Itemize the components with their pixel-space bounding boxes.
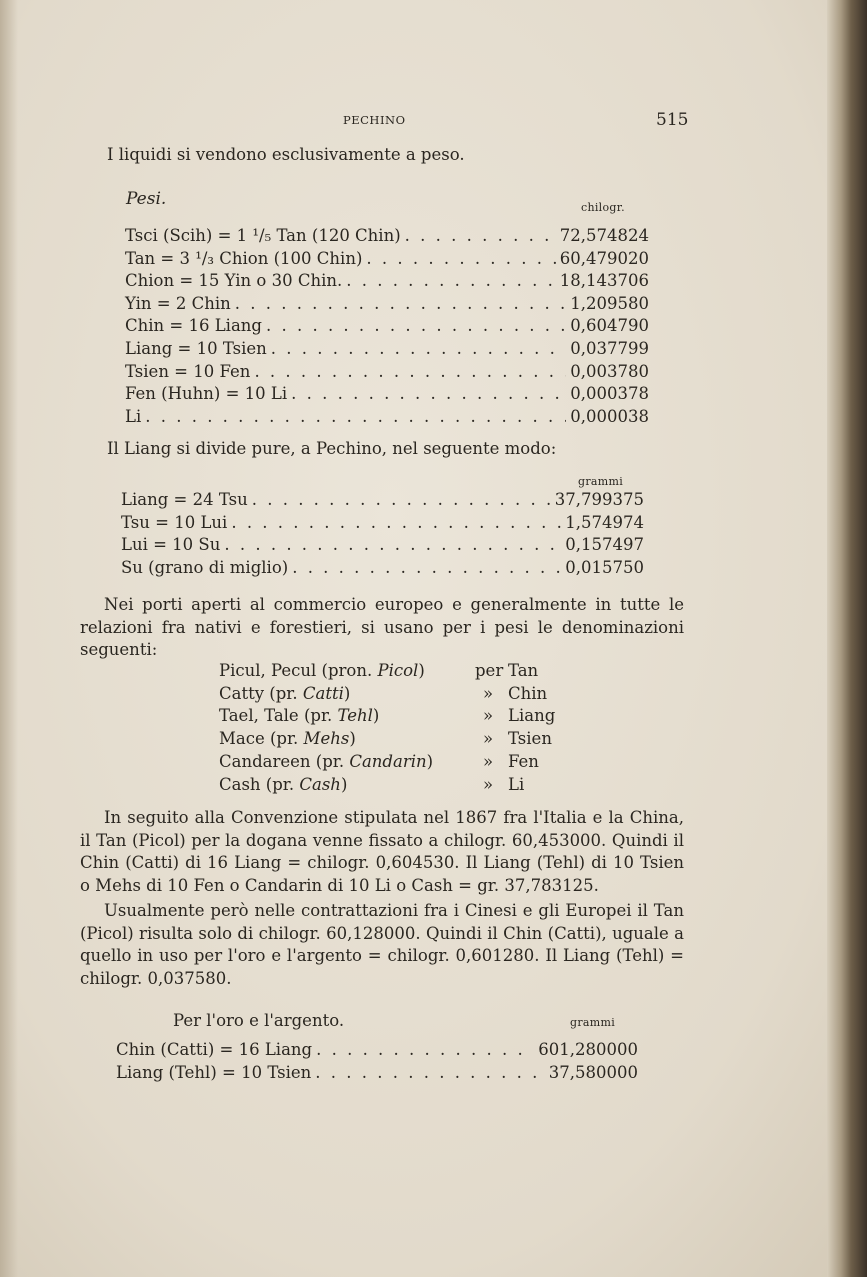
leader-dots [346, 271, 556, 290]
trade-name [219, 706, 379, 725]
trade-unit: Tsien [508, 729, 552, 749]
trade-name-text: Mace (pr. [219, 729, 304, 749]
leader-dots [316, 1040, 534, 1059]
porti-paragraph: Nei porti aperti al commercio europeo e generalmente in tutte le relazioni fra nativi e forestieri, si usano per i pesi le denominazioni seguenti: [80, 595, 684, 659]
liang-intro: Il Liang si divide pure, a Pechino, nel seguente modo: [107, 439, 557, 458]
table-row [125, 407, 649, 430]
trade-row [219, 729, 579, 752]
trade-per: » [483, 774, 494, 794]
pesi-value: 72,574824 [559, 226, 649, 245]
trade-pronunciation: Catti [302, 683, 344, 703]
pesi-label: Chin = 16 Liang [125, 316, 262, 336]
trade-per: per [475, 661, 504, 680]
table-row [116, 1040, 638, 1063]
trade-name [219, 729, 356, 748]
leader-dots [366, 249, 555, 268]
table-row [121, 513, 644, 536]
trade-pronunciation: Cash [299, 774, 341, 794]
liang-label: Tsu = 10 Lui [121, 512, 228, 532]
oro-label: Liang (Tehl) = 10 Tsien [116, 1063, 312, 1082]
trade-name [219, 661, 425, 680]
liang-value: 0,015750 [565, 557, 644, 577]
trade-row [219, 706, 579, 729]
table-row [125, 316, 649, 339]
trade-name-close: ) [418, 661, 425, 680]
leader-dots [291, 384, 566, 403]
liang-label: Lui = 10 Su [121, 535, 221, 555]
oro-value: 37,580000 [548, 1063, 638, 1082]
leader-dots [266, 316, 566, 335]
page-number: 515 [656, 110, 689, 130]
oro-unit: grammi [570, 1016, 616, 1029]
trade-pronunciation: Tehl [337, 706, 373, 726]
pesi-value: 1,209580 [570, 293, 649, 313]
pesi-label: Tan = 3 ¹/₃ Chion (100 Chin) [125, 248, 363, 268]
leader-dots [224, 535, 561, 554]
pesi-value: 0,003780 [570, 361, 649, 381]
trade-name [219, 775, 347, 794]
pesi-label: Tsci (Scih) = 1 ¹/₅ Tan (120 Chin) [125, 226, 401, 245]
table-row [125, 384, 649, 407]
trade-name-text: Catty (pr. [219, 683, 303, 703]
page-edge [827, 0, 867, 1277]
trade-name [219, 684, 350, 703]
table-row [116, 1063, 638, 1086]
liang-value: 1,574974 [565, 512, 644, 532]
table-row [125, 249, 649, 272]
pesi-label: Li [125, 406, 142, 426]
liang-label: Liang = 24 Tsu [121, 490, 248, 509]
trade-per: » [483, 683, 494, 703]
trade-name-close: ) [372, 706, 380, 726]
trade-per: » [483, 751, 494, 771]
trade-name [219, 752, 433, 771]
pesi-unit: chilogr. [581, 201, 625, 214]
pesi-value: 60,479020 [559, 248, 649, 268]
pesi-label: Liang = 10 Tsien [125, 339, 267, 358]
trade-pronunciation: Mehs [303, 729, 350, 749]
table-row [125, 294, 649, 317]
pesi-title: Pesi. [126, 189, 167, 209]
table-row [121, 558, 644, 581]
running-header: PECHINO [343, 113, 406, 127]
trade-per: » [483, 706, 494, 726]
leader-dots [271, 339, 567, 358]
leader-dots [292, 558, 561, 577]
leader-dots [254, 362, 566, 381]
intro-line: I liquidi si vendono esclusivamente a peso. [107, 145, 465, 164]
trade-row [219, 684, 579, 707]
leader-dots [231, 513, 561, 532]
oro-label: Chin (Catti) = 16 Liang [116, 1040, 313, 1059]
pesi-value: 0,000038 [570, 406, 649, 426]
trade-name-text: Cash (pr. [219, 774, 300, 794]
trade-row [219, 752, 579, 775]
trade-name-text: Candareen (pr. [219, 751, 350, 771]
trade-unit: Fen [508, 751, 539, 771]
convenzione-paragraph: In seguito alla Convenzione stipulata nel 1867 fra l'Italia e la China, il Tan (Picol) per la dogana venne fissato a chilogr. 60,453000. Quindi il Chin (Catti) di 16 Liang = chilogr. 0,604530. Il Liang (Tehl) di 10 Tsien o Mehs di 10 Fen o Candarin di 10 Li o Cash = gr. 37,783125. [80, 808, 684, 895]
trade-name-text: Picul, Pecul (pron. [219, 661, 378, 680]
trade-per: » [483, 729, 494, 749]
trade-name-close: ) [426, 751, 434, 771]
pesi-label: Chion = 15 Yin o 30 Chin. [125, 271, 343, 291]
leader-dots [235, 294, 567, 313]
liang-value: 0,157497 [565, 535, 644, 555]
pesi-value: 0,037799 [570, 339, 649, 358]
liang-value: 37,799375 [554, 490, 644, 509]
leader-dots [252, 490, 551, 509]
oro-title: Per l'oro e l'argento. [173, 1011, 345, 1030]
pesi-label: Tsien = 10 Fen [125, 361, 251, 381]
pesi-value: 0,604790 [570, 316, 649, 336]
table-row [121, 490, 644, 513]
oro-value: 601,280000 [538, 1040, 638, 1059]
trade-name-close: ) [349, 729, 356, 749]
trade-pronunciation: Candarin [349, 751, 427, 771]
leader-dots [405, 226, 556, 245]
trade-row [219, 661, 579, 684]
leader-dots [145, 407, 566, 426]
pesi-label: Fen (Huhn) = 10 Li [125, 384, 288, 404]
pesi-value: 18,143706 [559, 271, 649, 291]
trade-unit: Li [508, 774, 525, 794]
table-row [125, 226, 649, 249]
leader-dots [315, 1063, 544, 1082]
pesi-value: 0,000378 [570, 384, 649, 404]
trade-pronunciation: Picol [377, 661, 419, 680]
page-gutter-shadow [0, 0, 18, 1277]
table-row [125, 339, 649, 362]
trade-unit: Tan [508, 661, 539, 680]
trade-row [219, 775, 579, 798]
liang-label: Su (grano di miglio) [121, 557, 289, 577]
liang-unit: grammi [578, 475, 624, 488]
usualmente-paragraph: Usualmente però nelle contrattazioni fra i Cinesi e gli Europei il Tan (Picol) risulta solo di chilogr. 60,128000. Quindi il Chin (Catti), uguale a quello in uso per l'oro e l'argento = chilogr. 0,601280. Il Liang (Tehl) = chilogr. 0,037580. [80, 901, 684, 988]
trade-unit: Liang [508, 706, 556, 726]
trade-name-close: ) [340, 774, 348, 794]
trade-name-text: Tael, Tale (pr. [219, 706, 338, 726]
table-row [125, 271, 649, 294]
table-row [121, 535, 644, 558]
trade-name-close: ) [343, 683, 351, 703]
trade-unit: Chin [508, 683, 548, 703]
table-row [125, 362, 649, 385]
pesi-label: Yin = 2 Chin [125, 293, 231, 313]
